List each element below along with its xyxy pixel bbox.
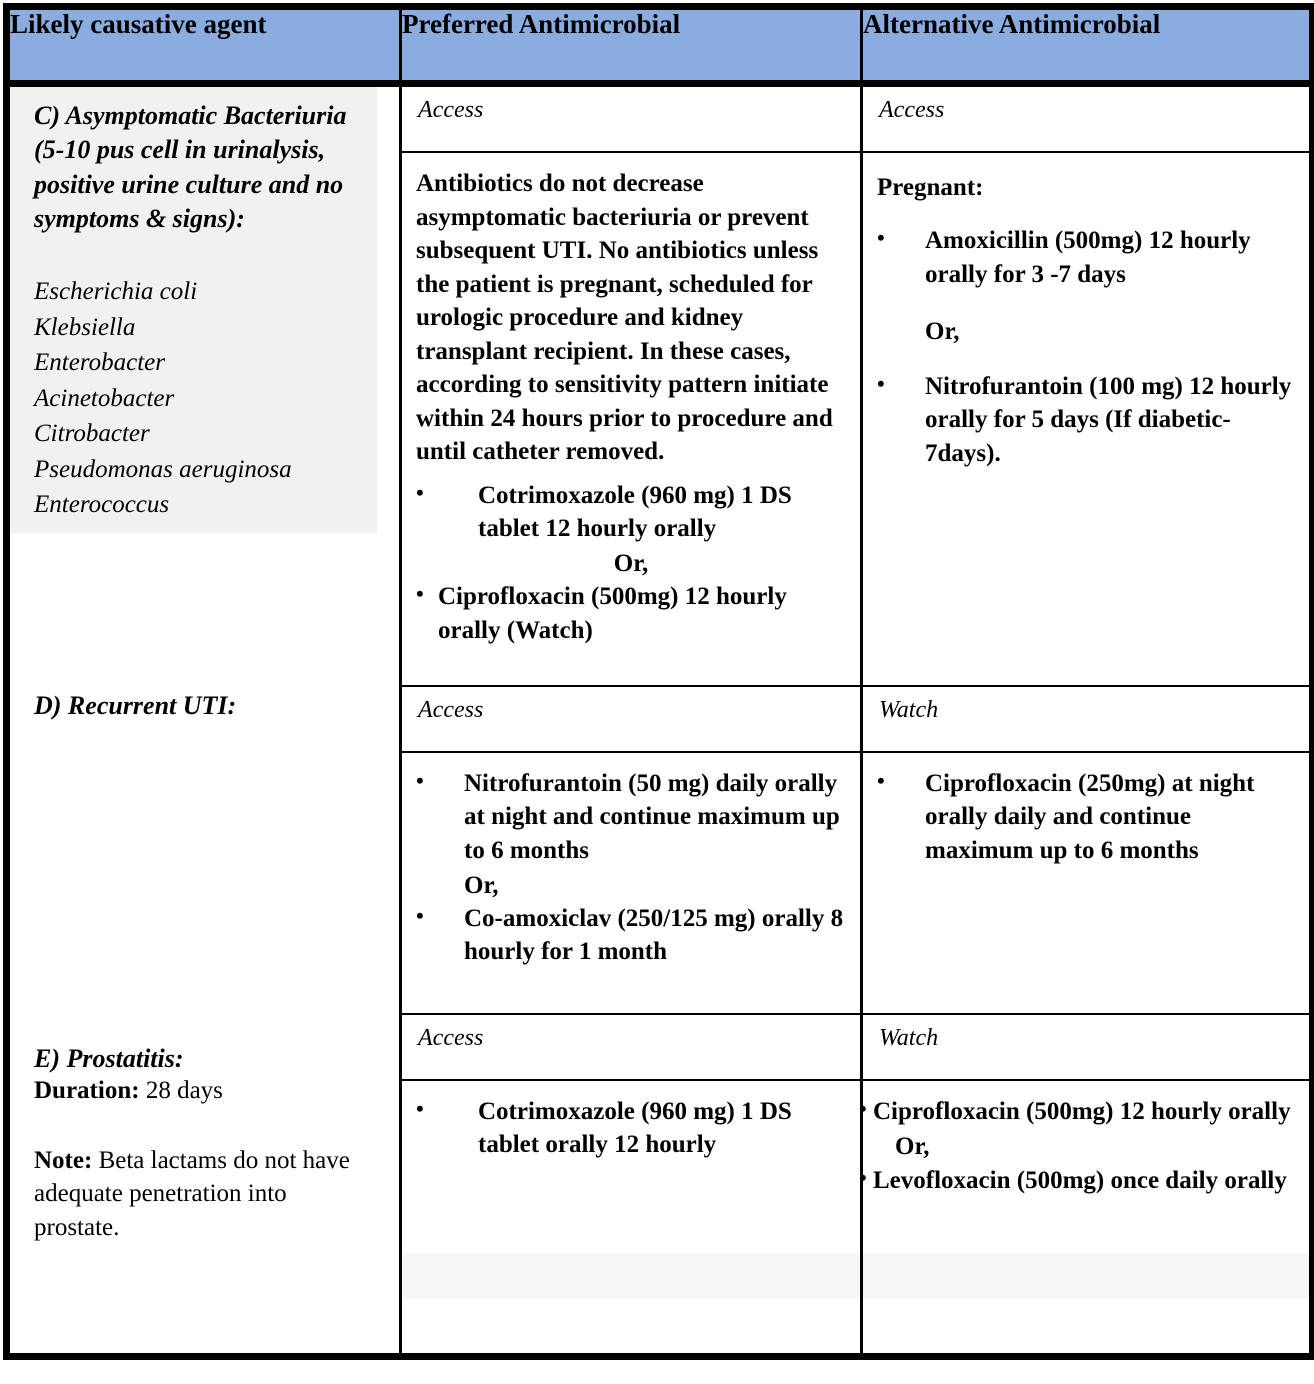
causative-agent-cell (7, 84, 401, 1357)
bullet-icon: • (416, 903, 424, 928)
list-item-label: Ciprofloxacin (250mg) at night orally daily and continue maximum up to 6 months (925, 770, 1255, 864)
watch-badge-alternative-e: Watch (863, 1015, 1309, 1081)
preferred-bullets-c2 (416, 580, 846, 647)
preferred-bullets-e (416, 1095, 846, 1162)
list-item: Pseudomonas aeruginosa (34, 455, 292, 483)
alternative-antimicrobial-cell (859, 84, 1313, 1357)
list-item (877, 370, 1295, 470)
bullet-icon: • (877, 371, 885, 396)
list-item (416, 479, 846, 546)
list-item-label: Cotrimoxazole (960 mg) 1 DS tablet orally 12 hourly (478, 1098, 792, 1159)
preferred-antimicrobial-cell (401, 84, 862, 1357)
duration-value: 28 days (139, 1077, 223, 1104)
organism-list (34, 274, 367, 523)
list-item-label: Cotrimoxazole (960 mg) 1 DS tablet 12 hourly orally (478, 481, 792, 542)
note-label: Note: (34, 1147, 93, 1174)
list-item: Citrobacter (34, 420, 150, 448)
causative-agent-content (10, 87, 399, 1353)
asymptomatic-bacteriuria-guidance: Antibiotics do not decrease asymptomatic bacteriuria or prevent subsequent UTI. No antibiotics unless the patient is pregnant, scheduled for urologic procedure and kidney transplant recipient. In these cases, according to sensitivity pattern initiate within 24 hours prior to procedure and until catheter removed. (416, 170, 833, 465)
alternative-body-c (863, 153, 1309, 687)
preferred-bullets-c (416, 479, 846, 546)
table-header (7, 7, 1313, 84)
alternative-bullets-c2 (877, 370, 1295, 470)
list-item-label: Co-amoxiclav (250/125 mg) orally 8 hourly for 1 month (464, 905, 844, 966)
access-badge-preferred-c: Access (402, 87, 860, 153)
alternative-bullets-d (877, 767, 1295, 867)
alternative-bullets-c (877, 224, 1295, 291)
or-separator: Or, (925, 317, 960, 345)
spacer (877, 293, 1295, 315)
preferred-body-c (402, 153, 860, 687)
preferred-sections (402, 87, 860, 1299)
column-header-preferred-antimicrobial: Preferred Antimicrobial (401, 7, 862, 84)
list-item (416, 767, 846, 867)
list-item (416, 902, 846, 969)
or-separator: Or, (895, 1133, 930, 1161)
row-tail-band (402, 1253, 860, 1299)
asymptomatic-bacteriuria-block (10, 87, 377, 533)
list-item-label: Nitrofurantoin (50 mg) daily orally at night and continue maximum up to 6 months (464, 770, 840, 864)
list-item-label: Ciprofloxacin (500mg) 12 hourly orally (Watch) (438, 583, 787, 644)
access-badge-preferred-d: Access (402, 687, 860, 753)
list-item: Escherichia coli (34, 278, 198, 306)
list-item (877, 767, 1295, 867)
list-item: • Ciprofloxacin (500mg) 12 hourly orally (859, 1096, 1291, 1125)
alternative-bullets-e2 (859, 1164, 1295, 1197)
prostate-note (34, 1144, 374, 1244)
list-item-label: Ciprofloxacin (500mg) 12 hourly orally (873, 1098, 1291, 1125)
duration-label: Duration: (34, 1077, 140, 1104)
alternative-bullets-e (859, 1095, 1295, 1128)
list-item (416, 580, 846, 647)
alternative-sections (859, 87, 1309, 1299)
bullet-icon: • (416, 1096, 424, 1121)
list-item: • Levofloxacin (500mg) once daily orally (859, 1164, 1287, 1194)
list-item-label: Levofloxacin (500mg) once daily orally (873, 1166, 1287, 1194)
spacer (877, 348, 1295, 370)
or-separator: Or, (613, 550, 649, 577)
table-row (7, 84, 1313, 1357)
section-d-title: D) Recurrent UTI: (34, 691, 237, 720)
table-body (7, 84, 1313, 1357)
bullet-icon: • (416, 768, 424, 793)
pregnant-heading: Pregnant: (877, 174, 984, 201)
antimicrobial-guideline-table (3, 3, 1314, 1360)
list-item: Enterococcus (34, 491, 170, 519)
list-item (416, 1095, 846, 1162)
alternative-body-e (859, 1081, 1309, 1253)
preferred-body-e (402, 1081, 860, 1253)
bullet-icon: • (877, 768, 885, 793)
list-item: Acinetobacter (34, 384, 175, 412)
list-item-label: Nitrofurantoin (100 mg) 12 hourly orally for 5 days (If diabetic- 7days). (925, 373, 1292, 467)
row-tail-band (863, 1253, 1309, 1299)
access-badge-preferred-e: Access (402, 1015, 860, 1081)
alternative-body-d (863, 753, 1309, 1015)
column-header-alternative-antimicrobial: Alternative Antimicrobial (862, 7, 1313, 84)
or-separator: Or, (464, 871, 499, 899)
header-row (7, 7, 1313, 84)
list-item: Enterobacter (34, 349, 165, 377)
preferred-bullets-d2 (416, 902, 846, 969)
bullet-icon: • (416, 479, 424, 505)
list-item: Klebsiella (34, 313, 136, 341)
note-text: Beta lactams do not have adequate penetration into prostate. (34, 1147, 350, 1241)
access-badge-alternative-c: Access (863, 87, 1309, 153)
duration-line (34, 1075, 223, 1108)
column-header-likely-causative-agent: Likely causative agent (7, 7, 401, 84)
section-c-title: C) Asymptomatic Bacteriuria (5-10 pus cell in urinalysis, positive urine culture and no symptoms & signs): (34, 101, 347, 233)
bullet-icon: • (877, 225, 885, 251)
list-item-label: Amoxicillin (500mg) 12 hourly orally for 3 -7 days (925, 227, 1251, 288)
section-e-title: E) Prostatitis: (34, 1044, 184, 1073)
preferred-bullets-d (416, 767, 846, 867)
bullet-icon: • (416, 581, 424, 607)
watch-badge-alternative-d: Watch (863, 687, 1309, 753)
list-item (877, 224, 1295, 291)
preferred-body-d (402, 753, 860, 1015)
